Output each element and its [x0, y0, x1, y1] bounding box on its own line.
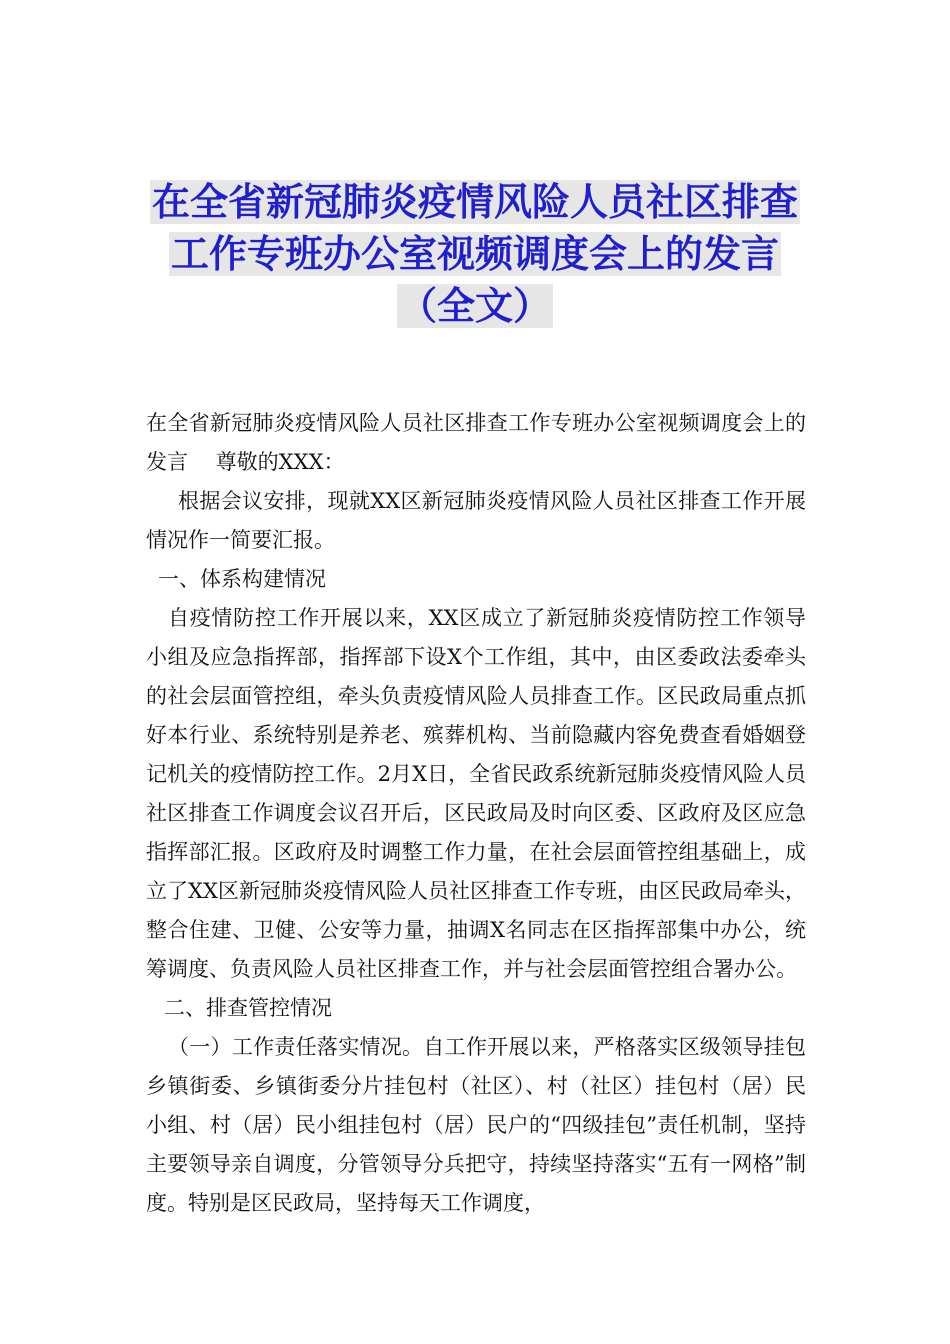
paragraph-intro: 根据会议安排，现就XX区新冠肺炎疫情风险人员社区排查工作开展情况作一简要汇报。	[146, 489, 806, 552]
paragraph-opening: 在全省新冠肺炎疫情风险人员社区排查工作专班办公室视频调度会上的发言 尊敬的XXX：	[146, 411, 806, 474]
document-body	[146, 404, 806, 1223]
document-title	[120, 176, 830, 332]
title-line-2: 工作专班办公室视频调度会上的发言	[170, 232, 779, 276]
section-heading-2: 二、排查管控情况	[164, 996, 332, 1020]
title-line-3: （全文）	[398, 284, 551, 328]
section-heading-1: 一、体系构建情况	[158, 567, 326, 591]
paragraph-section-2: （一）工作责任落实情况。自工作开展以来，严格落实区级领导挂包乡镇街委、乡镇街委分片挂包村（社区）、村（社区）挂包村（居）民小组、村（居）民小组挂包村（居）民户的“四级挂包”责任机制，坚持主要领导亲自调度，分管领导分兵把守，持续坚持落实“五有一网格”制度。特别是区民政局，坚持每天工作调度，	[146, 1035, 806, 1215]
paragraph-section-1: 自疫情防控工作开展以来，XX区成立了新冠肺炎疫情防控工作领导小组及应急指挥部，指挥部下设X个工作组，其中，由区委政法委牵头的社会层面管控组，牵头负责疫情风险人员排查工作。区民政局重点抓好本行业、系统特别是养老、殡葬机构、当前隐藏内容免费查看婚姻登记机关的疫情防控工作。2月X日，全省民政系统新冠肺炎疫情风险人员社区排查工作调度会议召开后，区民政局及时向区委、区政府及区应急指挥部汇报。区政府及时调整工作力量，在社会层面管控组基础上，成立了XX区新冠肺炎疫情风险人员社区排查工作专班，由区民政局牵头，整合住建、卫健、公安等力量，抽调X名同志在区指挥部集中办公，统筹调度、负责风险人员社区排查工作，并与社会层面管控组合署办公。	[146, 606, 806, 981]
title-line-1: 在全省新冠肺炎疫情风险人员社区排查	[151, 180, 798, 224]
